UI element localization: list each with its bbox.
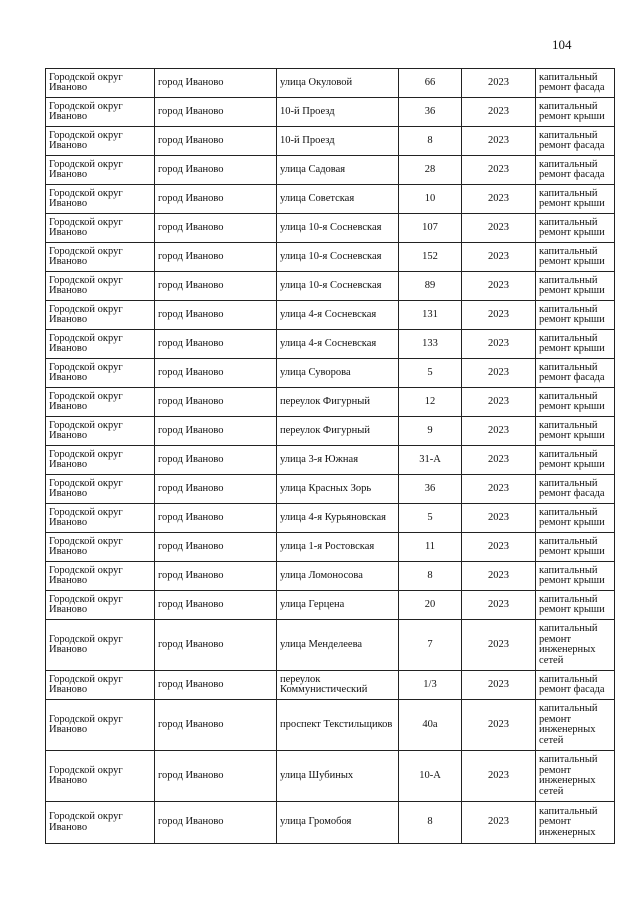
- table-row: [46, 243, 615, 272]
- year-cell: 2023: [462, 591, 536, 620]
- year-cell: 2023: [462, 802, 536, 844]
- district-cell: Городской округ Иваново: [46, 700, 155, 751]
- district-cell: Городской округ Иваново: [46, 156, 155, 185]
- house-number-cell: 40а: [399, 700, 462, 751]
- work-type-cell: капитальный ремонт инженерных сетей: [536, 751, 615, 802]
- year-cell: 2023: [462, 751, 536, 802]
- city-cell: город Иваново: [155, 671, 277, 700]
- work-type-cell: капитальный ремонт инженерных сетей: [536, 700, 615, 751]
- district-cell: Городской округ Иваново: [46, 591, 155, 620]
- district-cell: Городской округ Иваново: [46, 475, 155, 504]
- house-number-cell: 133: [399, 330, 462, 359]
- house-number-cell: 31-А: [399, 446, 462, 475]
- city-cell: город Иваново: [155, 533, 277, 562]
- city-cell: город Иваново: [155, 330, 277, 359]
- house-number-cell: 11: [399, 533, 462, 562]
- city-cell: город Иваново: [155, 388, 277, 417]
- table-row: [46, 671, 615, 700]
- street-cell: улица Советская: [277, 185, 399, 214]
- street-cell: улица 10-я Сосневская: [277, 272, 399, 301]
- table-row: [46, 156, 615, 185]
- district-cell: Городской округ Иваново: [46, 417, 155, 446]
- work-type-cell: капитальный ремонт крыши: [536, 591, 615, 620]
- table-row: [46, 98, 615, 127]
- street-cell: переулок Коммунистический: [277, 671, 399, 700]
- work-type-cell: капитальный ремонт инженерных: [536, 802, 615, 844]
- street-cell: улица 4-я Курьяновская: [277, 504, 399, 533]
- work-type-cell: капитальный ремонт крыши: [536, 214, 615, 243]
- district-cell: Городской округ Иваново: [46, 802, 155, 844]
- table-row: [46, 417, 615, 446]
- house-number-cell: 5: [399, 359, 462, 388]
- table-row: [46, 359, 615, 388]
- street-cell: улица Шубиных: [277, 751, 399, 802]
- work-type-cell: капитальный ремонт крыши: [536, 533, 615, 562]
- table-row: [46, 446, 615, 475]
- city-cell: город Иваново: [155, 301, 277, 330]
- work-type-cell: капитальный ремонт крыши: [536, 388, 615, 417]
- table-row: [46, 69, 615, 98]
- year-cell: 2023: [462, 620, 536, 671]
- table-row: [46, 301, 615, 330]
- street-cell: улица Садовая: [277, 156, 399, 185]
- house-number-cell: 10-А: [399, 751, 462, 802]
- work-type-cell: капитальный ремонт фасада: [536, 359, 615, 388]
- district-cell: Городской округ Иваново: [46, 359, 155, 388]
- year-cell: 2023: [462, 388, 536, 417]
- table-row: [46, 562, 615, 591]
- year-cell: 2023: [462, 301, 536, 330]
- district-cell: Городской округ Иваново: [46, 243, 155, 272]
- work-type-cell: капитальный ремонт крыши: [536, 562, 615, 591]
- city-cell: город Иваново: [155, 243, 277, 272]
- city-cell: город Иваново: [155, 504, 277, 533]
- district-cell: Городской округ Иваново: [46, 388, 155, 417]
- street-cell: улица 10-я Сосневская: [277, 243, 399, 272]
- district-cell: Городской округ Иваново: [46, 446, 155, 475]
- work-type-cell: капитальный ремонт крыши: [536, 98, 615, 127]
- house-number-cell: 36: [399, 475, 462, 504]
- table-row: [46, 533, 615, 562]
- work-type-cell: капитальный ремонт фасада: [536, 671, 615, 700]
- year-cell: 2023: [462, 156, 536, 185]
- district-cell: Городской округ Иваново: [46, 330, 155, 359]
- year-cell: 2023: [462, 533, 536, 562]
- year-cell: 2023: [462, 214, 536, 243]
- city-cell: город Иваново: [155, 417, 277, 446]
- year-cell: 2023: [462, 272, 536, 301]
- page-number: 104: [552, 37, 572, 52]
- house-number-cell: 8: [399, 802, 462, 844]
- street-cell: улица Менделеева: [277, 620, 399, 671]
- table-row: [46, 214, 615, 243]
- district-cell: Городской округ Иваново: [46, 504, 155, 533]
- house-number-cell: 12: [399, 388, 462, 417]
- city-cell: город Иваново: [155, 214, 277, 243]
- work-type-cell: капитальный ремонт крыши: [536, 417, 615, 446]
- city-cell: город Иваново: [155, 359, 277, 388]
- city-cell: город Иваново: [155, 475, 277, 504]
- city-cell: город Иваново: [155, 446, 277, 475]
- district-cell: Городской округ Иваново: [46, 272, 155, 301]
- city-cell: город Иваново: [155, 751, 277, 802]
- street-cell: проспект Текстильщиков: [277, 700, 399, 751]
- year-cell: 2023: [462, 185, 536, 214]
- house-number-cell: 10: [399, 185, 462, 214]
- street-cell: переулок Фигурный: [277, 388, 399, 417]
- house-number-cell: 8: [399, 562, 462, 591]
- work-type-cell: капитальный ремонт крыши: [536, 504, 615, 533]
- table-row: [46, 475, 615, 504]
- city-cell: город Иваново: [155, 562, 277, 591]
- street-cell: улица 10-я Сосневская: [277, 214, 399, 243]
- work-type-cell: капитальный ремонт фасада: [536, 69, 615, 98]
- house-number-cell: 107: [399, 214, 462, 243]
- work-type-cell: капитальный ремонт фасада: [536, 475, 615, 504]
- year-cell: 2023: [462, 417, 536, 446]
- year-cell: 2023: [462, 127, 536, 156]
- work-type-cell: капитальный ремонт крыши: [536, 243, 615, 272]
- table-row: [46, 751, 615, 802]
- street-cell: улица 4-я Сосневская: [277, 330, 399, 359]
- street-cell: улица Герцена: [277, 591, 399, 620]
- street-cell: переулок Фигурный: [277, 417, 399, 446]
- year-cell: 2023: [462, 700, 536, 751]
- city-cell: город Иваново: [155, 185, 277, 214]
- district-cell: Городской округ Иваново: [46, 620, 155, 671]
- year-cell: 2023: [462, 475, 536, 504]
- street-cell: 10-й Проезд: [277, 98, 399, 127]
- city-cell: город Иваново: [155, 69, 277, 98]
- city-cell: город Иваново: [155, 802, 277, 844]
- table-row: [46, 620, 615, 671]
- table-row: [46, 272, 615, 301]
- housing-repair-table: [45, 68, 615, 844]
- city-cell: город Иваново: [155, 127, 277, 156]
- year-cell: 2023: [462, 98, 536, 127]
- city-cell: город Иваново: [155, 272, 277, 301]
- city-cell: город Иваново: [155, 98, 277, 127]
- table-row: [46, 185, 615, 214]
- house-number-cell: 7: [399, 620, 462, 671]
- street-cell: улица 3-я Южная: [277, 446, 399, 475]
- work-type-cell: капитальный ремонт крыши: [536, 330, 615, 359]
- work-type-cell: капитальный ремонт крыши: [536, 446, 615, 475]
- street-cell: улица Громобоя: [277, 802, 399, 844]
- district-cell: Городской округ Иваново: [46, 98, 155, 127]
- street-cell: улица 4-я Сосневская: [277, 301, 399, 330]
- street-cell: улица Красных Зорь: [277, 475, 399, 504]
- table-row: [46, 330, 615, 359]
- table-row: [46, 591, 615, 620]
- table-row: [46, 127, 615, 156]
- house-number-cell: 89: [399, 272, 462, 301]
- house-number-cell: 66: [399, 69, 462, 98]
- house-number-cell: 8: [399, 127, 462, 156]
- year-cell: 2023: [462, 330, 536, 359]
- district-cell: Городской округ Иваново: [46, 671, 155, 700]
- year-cell: 2023: [462, 446, 536, 475]
- city-cell: город Иваново: [155, 700, 277, 751]
- year-cell: 2023: [462, 359, 536, 388]
- year-cell: 2023: [462, 562, 536, 591]
- city-cell: город Иваново: [155, 591, 277, 620]
- street-cell: улица Ломоносова: [277, 562, 399, 591]
- table-body: [46, 69, 615, 844]
- year-cell: 2023: [462, 243, 536, 272]
- district-cell: Городской округ Иваново: [46, 533, 155, 562]
- house-number-cell: 36: [399, 98, 462, 127]
- street-cell: улица 1-я Ростовская: [277, 533, 399, 562]
- house-number-cell: 20: [399, 591, 462, 620]
- house-number-cell: 1/3: [399, 671, 462, 700]
- district-cell: Городской округ Иваново: [46, 185, 155, 214]
- house-number-cell: 28: [399, 156, 462, 185]
- house-number-cell: 152: [399, 243, 462, 272]
- district-cell: Городской округ Иваново: [46, 127, 155, 156]
- table-row: [46, 700, 615, 751]
- house-number-cell: 5: [399, 504, 462, 533]
- work-type-cell: капитальный ремонт фасада: [536, 156, 615, 185]
- table-row: [46, 388, 615, 417]
- street-cell: 10-й Проезд: [277, 127, 399, 156]
- district-cell: Городской округ Иваново: [46, 562, 155, 591]
- year-cell: 2023: [462, 69, 536, 98]
- district-cell: Городской округ Иваново: [46, 69, 155, 98]
- district-cell: Городской округ Иваново: [46, 301, 155, 330]
- district-cell: Городской округ Иваново: [46, 751, 155, 802]
- house-number-cell: 9: [399, 417, 462, 446]
- table-row: [46, 504, 615, 533]
- year-cell: 2023: [462, 504, 536, 533]
- district-cell: Городской округ Иваново: [46, 214, 155, 243]
- work-type-cell: капитальный ремонт крыши: [536, 301, 615, 330]
- work-type-cell: капитальный ремонт крыши: [536, 185, 615, 214]
- year-cell: 2023: [462, 671, 536, 700]
- street-cell: улица Суворова: [277, 359, 399, 388]
- work-type-cell: капитальный ремонт крыши: [536, 272, 615, 301]
- work-type-cell: капитальный ремонт фасада: [536, 127, 615, 156]
- city-cell: город Иваново: [155, 156, 277, 185]
- house-number-cell: 131: [399, 301, 462, 330]
- city-cell: город Иваново: [155, 620, 277, 671]
- work-type-cell: капитальный ремонт инженерных сетей: [536, 620, 615, 671]
- table-row: [46, 802, 615, 844]
- street-cell: улица Окуловой: [277, 69, 399, 98]
